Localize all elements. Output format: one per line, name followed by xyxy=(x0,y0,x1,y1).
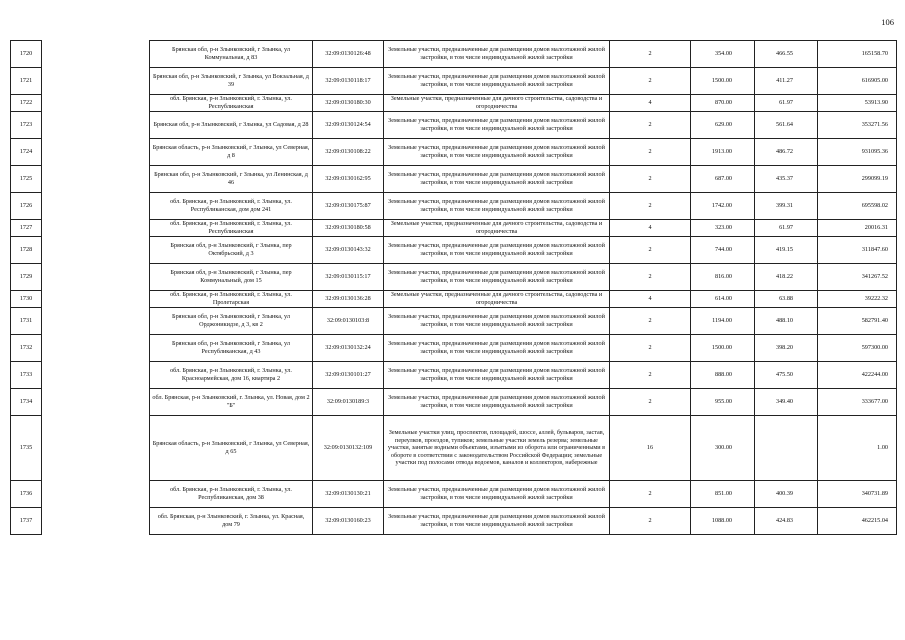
cadastral-value-cell: 20016.31 xyxy=(818,220,897,237)
cadastral-value-cell: 695598.02 xyxy=(818,193,897,220)
page-number: 106 xyxy=(881,17,894,27)
land-use-cell: Земельные участки, предназначенные для размещения домов малоэтажной жилой застройки, в том числе индивидуальной жилой застройки xyxy=(384,41,610,68)
column-gap xyxy=(42,291,150,308)
cadastral-number: 32:09:0130108:22 xyxy=(313,139,384,166)
cadastral-value-cell: 340731.89 xyxy=(818,481,897,508)
land-use-cell: Земельные участки, предназначенные для размещения домов малоэтажной жилой застройки, в том числе индивидуальной жилой застройки xyxy=(384,193,610,220)
address-cell: Брянская обл, р-н Злынковский, г Злынка, ул Коммунальная, д 83 xyxy=(150,41,313,68)
use-group-cell: 2 xyxy=(610,41,691,68)
table-row xyxy=(11,166,897,193)
cadastral-value-cell: 597300.00 xyxy=(818,335,897,362)
address-cell: обл. Брянская, р-н Злынковский, г. Злынка, ул. Красная, дом 79 xyxy=(150,508,313,535)
cadastral-value-cell: 353271.56 xyxy=(818,112,897,139)
land-use-cell: Земельные участки, предназначенные для размещения домов малоэтажной жилой застройки, в том числе индивидуальной жилой застройки xyxy=(384,389,610,416)
address-cell: Брянская обл, р-н Злынковский, г Злынка, ул Ленинская, д 46 xyxy=(150,166,313,193)
area-cell: 1500.00 xyxy=(691,68,755,95)
address-cell: обл. Брянская, р-н Злынковский, г. Злынка, ул. Новая, дом 2 "Б" xyxy=(150,389,313,416)
row-number: 1724 xyxy=(11,139,42,166)
area-cell: 851.00 xyxy=(691,481,755,508)
land-use-cell: Земельные участки, предназначенные для дачного строительства, садоводства и огородничества xyxy=(384,291,610,308)
use-group-cell: 16 xyxy=(610,416,691,481)
address-cell: обл. Брянская, р-н Злынковский, г. Злынка, ул. Республиканская xyxy=(150,95,313,112)
table-row xyxy=(11,416,897,481)
cadastral-value-cell: 462215.04 xyxy=(818,508,897,535)
row-number: 1736 xyxy=(11,481,42,508)
table-row xyxy=(11,362,897,389)
use-group-cell: 2 xyxy=(610,139,691,166)
land-use-cell: Земельные участки, предназначенные для размещения домов малоэтажной жилой застройки, в том числе индивидуальной жилой застройки xyxy=(384,362,610,389)
specific-value-cell: 399.31 xyxy=(755,193,818,220)
address-cell: Брянская обл, р-н Злынковский, г Злынка, ул Республиканская, д 43 xyxy=(150,335,313,362)
area-cell: 1194.00 xyxy=(691,308,755,335)
specific-value-cell: 418.22 xyxy=(755,264,818,291)
area-cell: 614.00 xyxy=(691,291,755,308)
column-gap xyxy=(42,68,150,95)
column-gap xyxy=(42,389,150,416)
use-group-cell: 2 xyxy=(610,112,691,139)
area-cell: 629.00 xyxy=(691,112,755,139)
column-gap xyxy=(42,193,150,220)
cadastral-number: 32:09:0130160:23 xyxy=(313,508,384,535)
area-cell: 1742.00 xyxy=(691,193,755,220)
area-cell: 870.00 xyxy=(691,95,755,112)
table-row xyxy=(11,335,897,362)
row-number: 1725 xyxy=(11,166,42,193)
land-use-cell: Земельные участки, предназначенные для дачного строительства, садоводства и огородничества xyxy=(384,220,610,237)
row-number: 1723 xyxy=(11,112,42,139)
use-group-cell: 2 xyxy=(610,389,691,416)
address-cell: обл. Брянская, р-н Злынковский, г. Злынка, ул. Республиканская, дом 38 xyxy=(150,481,313,508)
address-cell: Брянская область, р-н Злынковский, г Злынка, ул Северная, д 8 xyxy=(150,139,313,166)
cadastral-number: 32:09:0130180:58 xyxy=(313,220,384,237)
use-group-cell: 2 xyxy=(610,193,691,220)
area-cell: 1088.00 xyxy=(691,508,755,535)
row-number: 1728 xyxy=(11,237,42,264)
column-gap xyxy=(42,308,150,335)
table-row xyxy=(11,481,897,508)
column-gap xyxy=(42,335,150,362)
specific-value-cell: 424.83 xyxy=(755,508,818,535)
column-gap xyxy=(42,112,150,139)
use-group-cell: 2 xyxy=(610,264,691,291)
use-group-cell: 2 xyxy=(610,68,691,95)
land-use-cell: Земельные участки, предназначенные для размещения домов малоэтажной жилой застройки, в том числе индивидуальной жилой застройки xyxy=(384,308,610,335)
cadastral-number: 32:09:0130103:8 xyxy=(313,308,384,335)
area-cell: 300.00 xyxy=(691,416,755,481)
cadastral-value-cell: 299099.19 xyxy=(818,166,897,193)
specific-value-cell: 411.27 xyxy=(755,68,818,95)
cadastral-value-cell: 616905.00 xyxy=(818,68,897,95)
cadastral-number: 32:09:0130132:109 xyxy=(313,416,384,481)
land-plot-table xyxy=(10,40,897,535)
row-number: 1727 xyxy=(11,220,42,237)
specific-value-cell: 61.97 xyxy=(755,95,818,112)
row-number: 1721 xyxy=(11,68,42,95)
cadastral-number: 32:09:0130101:27 xyxy=(313,362,384,389)
specific-value-cell: 561.64 xyxy=(755,112,818,139)
cadastral-value-cell: 39222.32 xyxy=(818,291,897,308)
area-cell: 955.00 xyxy=(691,389,755,416)
cadastral-number: 32:09:0130126:48 xyxy=(313,41,384,68)
use-group-cell: 2 xyxy=(610,166,691,193)
column-gap xyxy=(42,362,150,389)
land-use-cell: Земельные участки, предназначенные для размещения домов малоэтажной жилой застройки, в том числе индивидуальной жилой застройки xyxy=(384,481,610,508)
land-use-cell: Земельные участки, предназначенные для размещения домов малоэтажной жилой застройки, в том числе индивидуальной жилой застройки xyxy=(384,166,610,193)
specific-value-cell: 419.15 xyxy=(755,237,818,264)
column-gap xyxy=(42,481,150,508)
area-cell: 888.00 xyxy=(691,362,755,389)
cadastral-number: 32:09:0130124:54 xyxy=(313,112,384,139)
cadastral-value-cell: 165158.70 xyxy=(818,41,897,68)
row-number: 1734 xyxy=(11,389,42,416)
column-gap xyxy=(42,416,150,481)
column-gap xyxy=(42,166,150,193)
area-cell: 687.00 xyxy=(691,166,755,193)
table-row xyxy=(11,389,897,416)
address-cell: Брянская область, р-н Злынковский, г Злынка, ул Северная, д 65 xyxy=(150,416,313,481)
specific-value-cell: 349.40 xyxy=(755,389,818,416)
column-gap xyxy=(42,139,150,166)
cadastral-number: 32:09:0130180:30 xyxy=(313,95,384,112)
area-cell: 1913.00 xyxy=(691,139,755,166)
land-use-cell: Земельные участки, предназначенные для размещения домов малоэтажной жилой застройки, в том числе индивидуальной жилой застройки xyxy=(384,508,610,535)
specific-value-cell: 398.20 xyxy=(755,335,818,362)
specific-value-cell: 63.88 xyxy=(755,291,818,308)
area-cell: 1500.00 xyxy=(691,335,755,362)
row-number: 1732 xyxy=(11,335,42,362)
area-cell: 354.00 xyxy=(691,41,755,68)
column-gap xyxy=(42,95,150,112)
address-cell: Брянская обл, р-н Злынковский, г Злынка, пер Октябрьский, д 3 xyxy=(150,237,313,264)
address-cell: Брянская обл, р-н Злынковский, г Злынка, ул Садовая, д 28 xyxy=(150,112,313,139)
use-group-cell: 4 xyxy=(610,95,691,112)
cadastral-number: 32:09:0130132:24 xyxy=(313,335,384,362)
row-number: 1733 xyxy=(11,362,42,389)
table-row xyxy=(11,193,897,220)
cadastral-number: 32:09:0130136:28 xyxy=(313,291,384,308)
cadastral-value-cell: 422244.00 xyxy=(818,362,897,389)
table-row xyxy=(11,139,897,166)
table-row xyxy=(11,264,897,291)
specific-value-cell: 475.50 xyxy=(755,362,818,389)
use-group-cell: 2 xyxy=(610,308,691,335)
cadastral-number: 32:09:0130175:87 xyxy=(313,193,384,220)
cadastral-value-cell: 1.00 xyxy=(818,416,897,481)
table-row xyxy=(11,41,897,68)
address-cell: Брянская обл, р-н Злынковский, г Злынка, ул Вокзальная, д 39 xyxy=(150,68,313,95)
row-number: 1730 xyxy=(11,291,42,308)
column-gap xyxy=(42,41,150,68)
row-number: 1737 xyxy=(11,508,42,535)
use-group-cell: 2 xyxy=(610,335,691,362)
use-group-cell: 4 xyxy=(610,220,691,237)
table-row xyxy=(11,308,897,335)
table-row xyxy=(11,220,897,237)
cadastral-number: 32:09:0130130:21 xyxy=(313,481,384,508)
table-row xyxy=(11,237,897,264)
land-use-cell: Земельные участки, предназначенные для размещения домов малоэтажной жилой застройки, в том числе индивидуальной жилой застройки xyxy=(384,237,610,264)
row-number: 1720 xyxy=(11,41,42,68)
table-row xyxy=(11,68,897,95)
address-cell: обл. Брянская, р-н Злынковский, г. Злынка, ул. Пролетарская xyxy=(150,291,313,308)
column-gap xyxy=(42,264,150,291)
address-cell: обл. Брянская, р-н Злынковский, г. Злынка, ул. Республиканская, дом дом 241 xyxy=(150,193,313,220)
cadastral-number: 32:09:0130118:17 xyxy=(313,68,384,95)
table-row xyxy=(11,508,897,535)
column-gap xyxy=(42,220,150,237)
land-use-cell: Земельные участки, предназначенные для размещения домов малоэтажной жилой застройки, в том числе индивидуальной жилой застройки xyxy=(384,335,610,362)
specific-value-cell: 488.10 xyxy=(755,308,818,335)
cadastral-number: 32:09:0130143:32 xyxy=(313,237,384,264)
table-row xyxy=(11,112,897,139)
area-cell: 744.00 xyxy=(691,237,755,264)
land-use-cell: Земельные участки, предназначенные для дачного строительства, садоводства и огородничества xyxy=(384,95,610,112)
column-gap xyxy=(42,237,150,264)
row-number: 1731 xyxy=(11,308,42,335)
column-gap xyxy=(42,508,150,535)
cadastral-value-cell: 931095.36 xyxy=(818,139,897,166)
address-cell: обл. Брянская, р-н Злынковский, г. Злынка, ул. Республиканская xyxy=(150,220,313,237)
area-cell: 323.00 xyxy=(691,220,755,237)
cadastral-number: 32:09:0130162:95 xyxy=(313,166,384,193)
cadastral-value-cell: 341267.52 xyxy=(818,264,897,291)
address-cell: Брянская обл, р-н Злынковский, г Злынка, ул Орджоникидзе, д 3, кв 2 xyxy=(150,308,313,335)
address-cell: обл. Брянская, р-н Злынковский, г. Злынка, ул. Красноармейская, дом 16, квартира 2 xyxy=(150,362,313,389)
cadastral-number: 32:09:0130115:17 xyxy=(313,264,384,291)
use-group-cell: 2 xyxy=(610,237,691,264)
area-cell: 816.00 xyxy=(691,264,755,291)
cadastral-value-cell: 53913.90 xyxy=(818,95,897,112)
use-group-cell: 2 xyxy=(610,481,691,508)
specific-value-cell: 486.72 xyxy=(755,139,818,166)
table-row xyxy=(11,95,897,112)
use-group-cell: 4 xyxy=(610,291,691,308)
cadastral-value-cell: 333677.00 xyxy=(818,389,897,416)
cadastral-value-cell: 582791.40 xyxy=(818,308,897,335)
table-body xyxy=(11,41,897,535)
use-group-cell: 2 xyxy=(610,508,691,535)
row-number: 1729 xyxy=(11,264,42,291)
specific-value-cell: 61.97 xyxy=(755,220,818,237)
specific-value-cell: 466.55 xyxy=(755,41,818,68)
cadastral-value-cell: 311847.60 xyxy=(818,237,897,264)
land-use-cell: Земельные участки, предназначенные для размещения домов малоэтажной жилой застройки, в том числе индивидуальной жилой застройки xyxy=(384,264,610,291)
land-use-cell: Земельные участки, предназначенные для размещения домов малоэтажной жилой застройки, в том числе индивидуальной жилой застройки xyxy=(384,139,610,166)
row-number: 1726 xyxy=(11,193,42,220)
specific-value-cell xyxy=(755,416,818,481)
specific-value-cell: 400.39 xyxy=(755,481,818,508)
use-group-cell: 2 xyxy=(610,362,691,389)
address-cell: Брянская обл, р-н Злынковский, г Злынка, пер Коммунальный, дом 15 xyxy=(150,264,313,291)
row-number: 1722 xyxy=(11,95,42,112)
row-number: 1735 xyxy=(11,416,42,481)
specific-value-cell: 435.37 xyxy=(755,166,818,193)
land-use-cell: Земельные участки, предназначенные для размещения домов малоэтажной жилой застройки, в том числе индивидуальной жилой застройки xyxy=(384,112,610,139)
cadastral-number: 32:09:0130189:3 xyxy=(313,389,384,416)
land-use-cell: Земельные участки улиц, проспектов, площадей, шоссе, аллей, бульваров, застав, переулков, проездов, тупиков; земельные участки земель резерва; земельные участки, занятые водными объектами, изъятыми из оборота или ограниченными в обороте в соответствии с законодательством Российской Федерации; земельные участки под полосами отвода водоемов, каналов и коллекторов, набережные xyxy=(384,416,610,481)
table-row xyxy=(11,291,897,308)
land-use-cell: Земельные участки, предназначенные для размещения домов малоэтажной жилой застройки, в том числе индивидуальной жилой застройки xyxy=(384,68,610,95)
